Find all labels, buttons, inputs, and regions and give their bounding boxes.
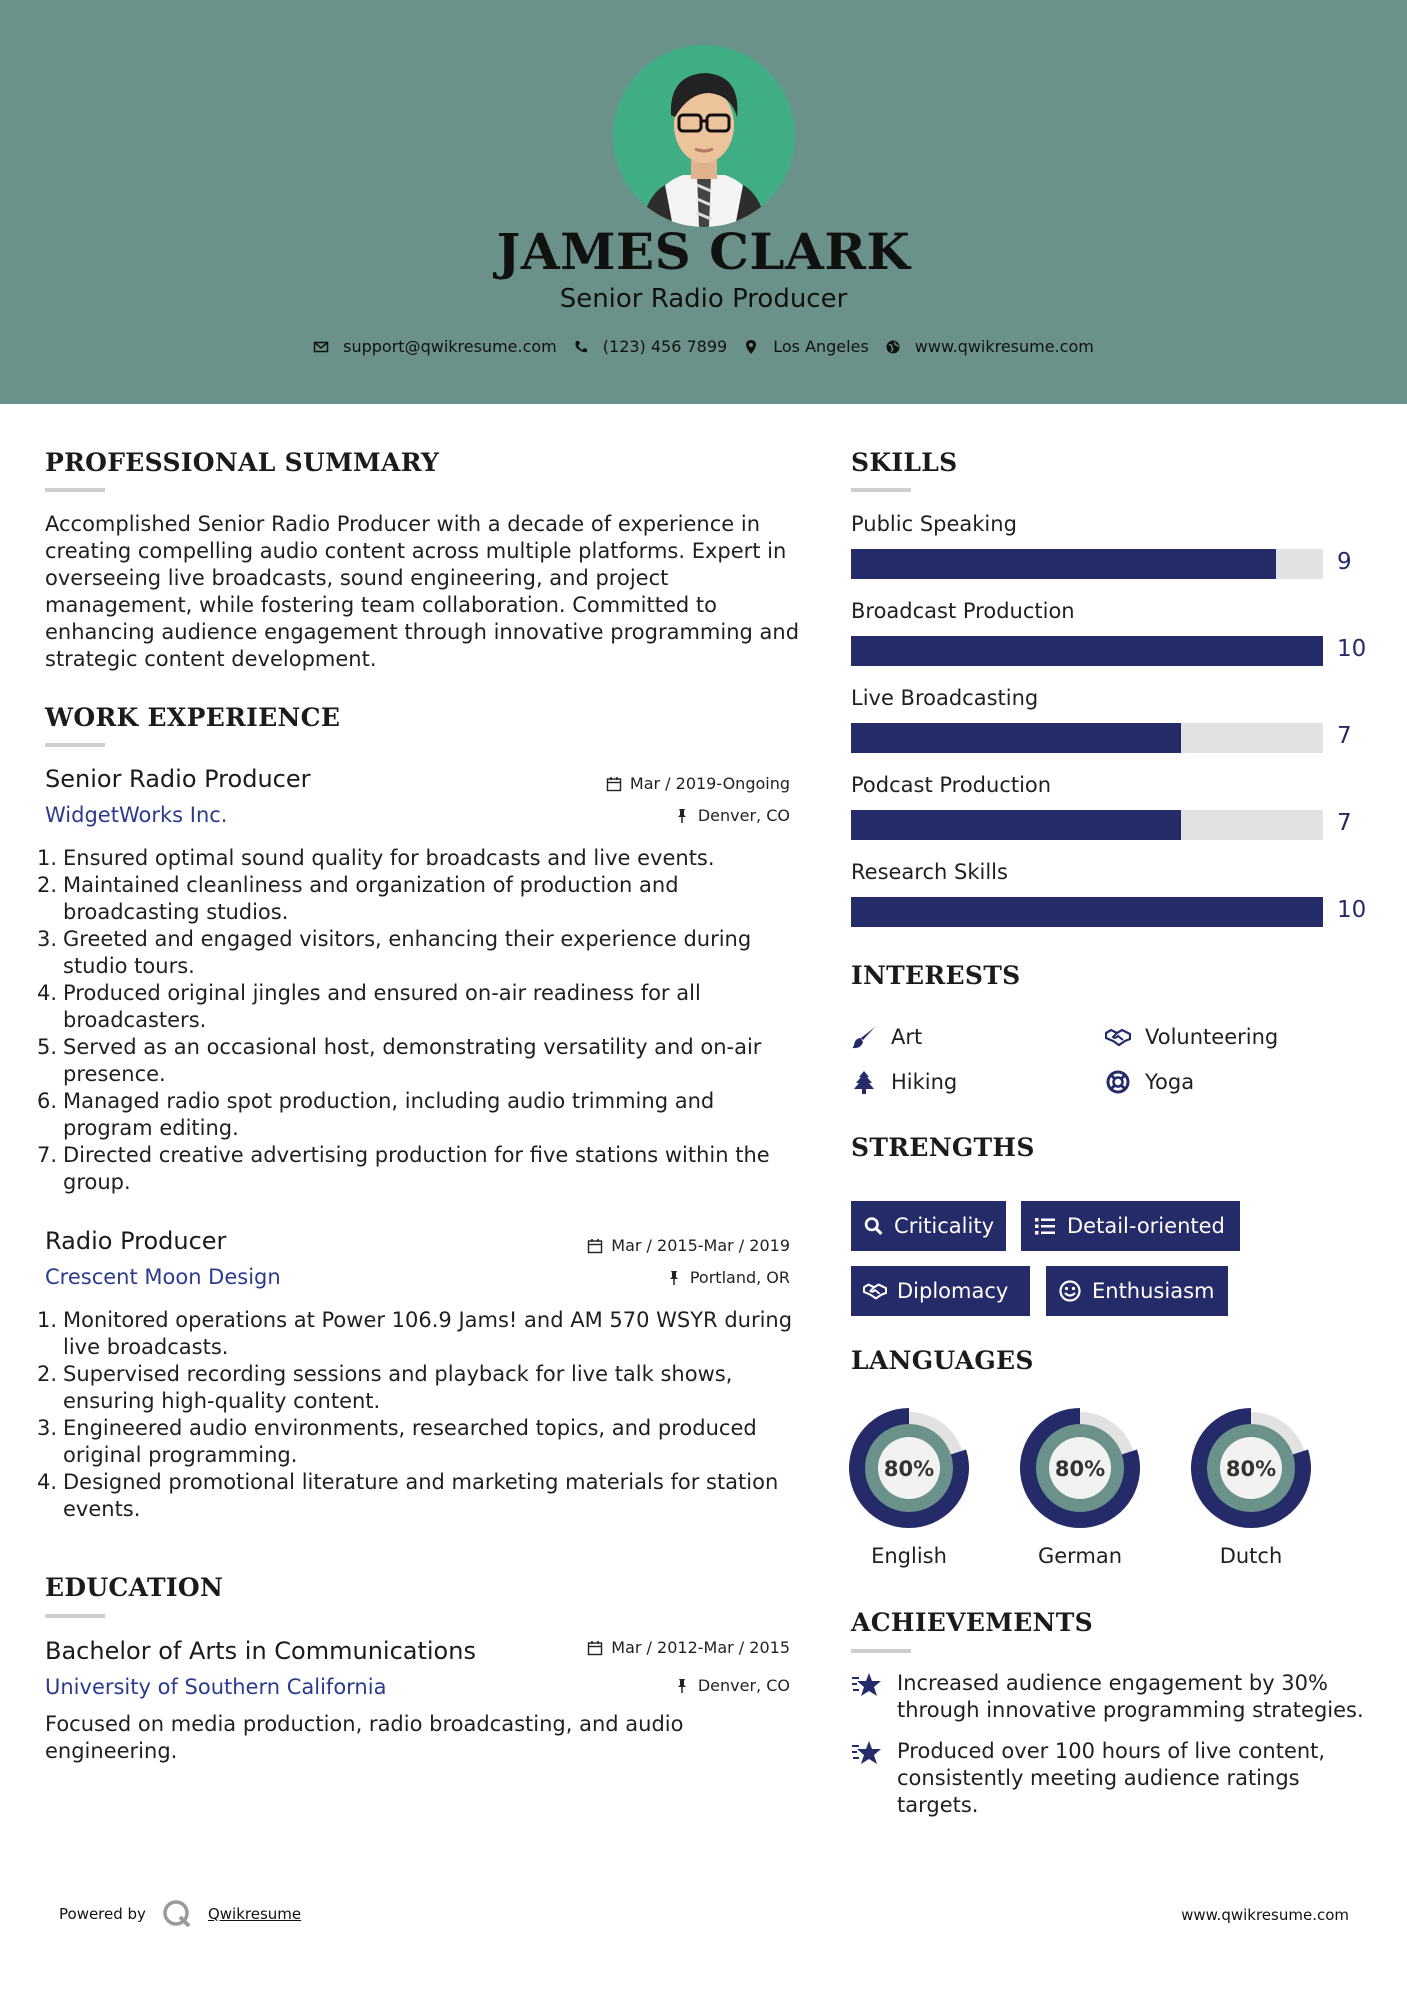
skill-label: Live Broadcasting (851, 686, 1039, 710)
languages-heading: LANGUAGES (851, 1346, 1034, 1375)
experience-divider (45, 743, 105, 747)
list-icon (1033, 1214, 1057, 1238)
star-award-icon (851, 1670, 883, 1700)
list-item: Directed creative advertising production for five stations within the group. (63, 1143, 770, 1194)
skill-bar-track (851, 636, 1323, 666)
phone-icon (573, 339, 589, 355)
list-item: Managed radio spot production, including audio trimming and program editing. (63, 1089, 715, 1140)
footer-url[interactable]: www.qwikresume.com (1181, 1906, 1349, 1924)
pushpin-icon (666, 1270, 682, 1286)
job-dates-text: Mar / 2015-Mar / 2019 (611, 1236, 790, 1255)
job-company: Crescent Moon Design (45, 1265, 281, 1289)
interest-label: Yoga (1145, 1070, 1195, 1094)
interest-label: Art (891, 1025, 923, 1049)
summary-heading: PROFESSIONAL SUMMARY (45, 448, 440, 477)
achievements-divider (851, 1649, 911, 1653)
language-percent: 80% (1054, 1457, 1106, 1481)
skill-bar-fill (851, 810, 1181, 840)
strength-label: Criticality (894, 1214, 994, 1238)
qwikresume-logo-icon (162, 1899, 192, 1929)
list-item: Produced original jingles and ensured on-air readiness for all broadcasters. (63, 981, 701, 1032)
language-item (847, 1406, 971, 1568)
skill-value: 7 (1337, 810, 1352, 836)
language-item (1018, 1406, 1142, 1568)
tree-icon (851, 1070, 877, 1094)
skills-divider (851, 488, 911, 492)
education-location (674, 1676, 790, 1695)
skill-value: 10 (1337, 636, 1367, 662)
education-heading: EDUCATION (45, 1573, 224, 1602)
star-award-icon (851, 1738, 883, 1768)
summary-divider (45, 488, 105, 492)
globe-icon (885, 339, 901, 355)
language-ring (1189, 1406, 1313, 1530)
strength-badge (851, 1201, 1006, 1251)
education-text: Focused on media production, radio broadcasting, and audio engineering. (45, 1712, 684, 1763)
interest-label: Hiking (891, 1070, 958, 1094)
interests-heading: INTERESTS (851, 961, 1021, 990)
job-company: WidgetWorks Inc. (45, 803, 228, 827)
job-title: Senior Radio Producer (45, 765, 311, 793)
language-ring (1018, 1406, 1142, 1530)
education-divider (45, 1614, 105, 1618)
list-item: Ensured optimal sound quality for broadcasts and live events. (63, 846, 715, 870)
language-name: English (871, 1544, 947, 1568)
language-item (1189, 1406, 1313, 1568)
language-percent: 80% (1225, 1457, 1277, 1481)
map-pin-icon (743, 339, 759, 355)
skills-heading: SKILLS (851, 448, 958, 477)
list-item: Supervised recording sessions and playback for live talk shows, ensuring high-quality content. (63, 1362, 733, 1413)
list-item: Engineered audio environments, researched topics, and produced original programming. (63, 1416, 757, 1467)
job-dates (587, 1236, 790, 1255)
job-location (666, 1268, 790, 1287)
skill-value: 9 (1337, 549, 1352, 575)
summary-text: Accomplished Senior Radio Producer with a decade of experience in creating compelling audio content across multiple platforms. Expert in overseeing live broadcasts, sound engineering, and project management, while fostering team collaboration. Committed to enhancing audience engagement through innovative programming and strategic content development. (45, 512, 800, 671)
strength-label: Enthusiasm (1092, 1279, 1215, 1303)
job-location-text: Portland, OR (689, 1268, 790, 1287)
powered-by-label: Powered by (59, 1905, 146, 1923)
skill-label: Public Speaking (851, 512, 1017, 536)
job-dates (606, 774, 790, 793)
handshake-icon (1105, 1025, 1131, 1049)
achievement-text: Produced over 100 hours of live content, consistently meeting audience ratings targets. (897, 1739, 1326, 1817)
pushpin-icon (674, 808, 690, 824)
job-duties-list (45, 845, 795, 1196)
candidate-title: Senior Radio Producer (559, 284, 848, 314)
strength-label: Detail-oriented (1067, 1214, 1225, 1238)
achievements-heading: ACHIEVEMENTS (851, 1608, 1093, 1637)
skill-label: Broadcast Production (851, 599, 1075, 623)
footer-powered-by (59, 1899, 301, 1929)
interest-hiking (851, 1070, 957, 1094)
experience-heading: WORK EXPERIENCE (45, 703, 341, 732)
skill-value: 10 (1337, 897, 1367, 923)
job-duties-list (45, 1307, 795, 1523)
list-item: Greeted and engaged visitors, enhancing their experience during studio tours. (63, 927, 752, 978)
header-banner (0, 0, 1407, 404)
job-location-text: Denver, CO (697, 806, 790, 825)
contact-phone[interactable] (573, 337, 727, 356)
contact-website[interactable] (885, 337, 1094, 356)
avatar (613, 45, 795, 227)
skill-bar-fill (851, 723, 1181, 753)
skill-bar-fill (851, 636, 1323, 666)
skill-bar-track (851, 723, 1323, 753)
job-dates-text: Mar / 2019-Ongoing (629, 774, 790, 793)
pushpin-icon (674, 1678, 690, 1694)
education-location-text: Denver, CO (697, 1676, 790, 1695)
job-title: Radio Producer (45, 1227, 227, 1255)
education-dates-text: Mar / 2012-Mar / 2015 (611, 1638, 790, 1657)
website-text: www.qwikresume.com (914, 337, 1094, 356)
contact-email[interactable] (313, 337, 557, 356)
calendar-icon (587, 1238, 603, 1254)
interest-art (851, 1025, 922, 1049)
language-name: Dutch (1219, 1544, 1283, 1568)
contact-location (743, 337, 869, 356)
interest-volunteering (1105, 1025, 1278, 1049)
strength-label: Diplomacy (897, 1279, 1009, 1303)
strengths-heading: STRENGTHS (851, 1133, 1035, 1162)
skill-bar-fill (851, 549, 1276, 579)
handshake-icon (863, 1279, 887, 1303)
skill-bar-track (851, 897, 1323, 927)
calendar-icon (587, 1640, 603, 1656)
calendar-icon (606, 776, 622, 792)
skill-label: Research Skills (851, 860, 1008, 884)
list-item: Served as an occasional host, demonstrating versatility and on-air presence. (63, 1035, 762, 1086)
contact-row (0, 337, 1407, 356)
lifering-icon (1105, 1070, 1131, 1094)
school-name: University of Southern California (45, 1675, 387, 1699)
list-item: Monitored operations at Power 106.9 Jams! and AM 570 WSYR during live broadcasts. (63, 1308, 793, 1359)
email-text: support@qwikresume.com (343, 337, 557, 356)
language-percent: 80% (883, 1457, 935, 1481)
list-item: Maintained cleanliness and organization of production and broadcasting studios. (63, 873, 679, 924)
strength-badge (1046, 1266, 1228, 1316)
candidate-name: JAMES CLARK (496, 222, 911, 281)
strength-badge (851, 1266, 1030, 1316)
degree-title: Bachelor of Arts in Communications (45, 1637, 476, 1665)
job-location (674, 806, 790, 825)
interest-label: Volunteering (1145, 1025, 1279, 1049)
qwikresume-link[interactable]: Qwikresume (207, 1905, 302, 1923)
achievement-item (851, 1670, 1371, 1724)
location-text: Los Angeles (773, 337, 869, 356)
achievement-text: Increased audience engagement by 30% through innovative programming strategies. (897, 1671, 1364, 1722)
brush-icon (851, 1025, 877, 1049)
strength-badge (1021, 1201, 1240, 1251)
language-name: German (1037, 1544, 1123, 1568)
interest-yoga (1105, 1070, 1194, 1094)
smile-icon (1058, 1279, 1082, 1303)
skill-label: Podcast Production (851, 773, 1052, 797)
education-dates (587, 1638, 790, 1657)
skill-bar-track (851, 549, 1323, 579)
achievement-item (851, 1738, 1371, 1819)
skill-bar-fill (851, 897, 1323, 927)
language-ring (847, 1406, 971, 1530)
envelope-icon (313, 339, 329, 355)
list-item: Designed promotional literature and marketing materials for station events. (63, 1470, 779, 1521)
search-icon (863, 1214, 884, 1238)
skill-bar-track (851, 810, 1323, 840)
skill-value: 7 (1337, 723, 1352, 749)
phone-text: (123) 456 7899 (602, 337, 728, 356)
